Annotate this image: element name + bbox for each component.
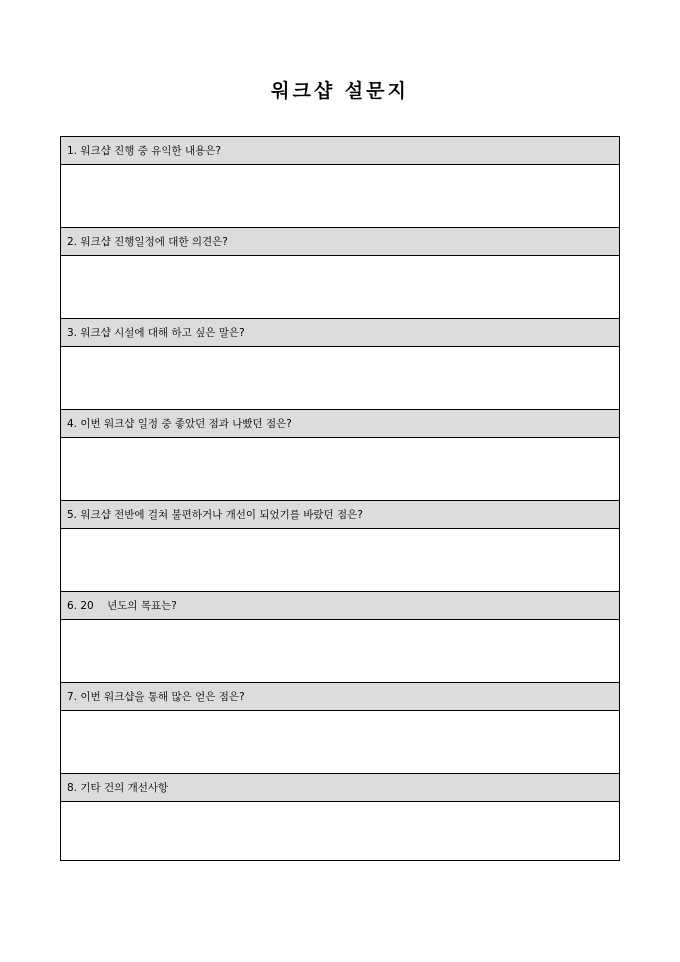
question-text: 이번 워크샵을 통해 많은 얻은 점은? xyxy=(80,691,245,703)
question-text: 20 년도의 목표는? xyxy=(80,600,177,612)
question-block-8 xyxy=(61,774,619,860)
question-number: 7. xyxy=(67,690,78,703)
answer-field-7[interactable] xyxy=(61,711,619,774)
question-number: 5. xyxy=(67,508,78,521)
answer-field-5[interactable] xyxy=(61,529,619,592)
question-block-1 xyxy=(61,137,619,228)
question-header-8 xyxy=(61,774,619,802)
question-number: 3. xyxy=(67,326,78,339)
question-header-4 xyxy=(61,410,619,438)
question-text: 이번 워크샵 일정 중 좋았던 점과 나빴던 점은? xyxy=(80,418,292,430)
answer-field-1[interactable] xyxy=(61,165,619,228)
question-number: 6. xyxy=(67,599,78,612)
question-text: 워크샵 시설에 대해 하고 싶은 말은? xyxy=(80,327,245,339)
question-number: 1. xyxy=(67,144,78,157)
answer-field-2[interactable] xyxy=(61,256,619,319)
question-number: 4. xyxy=(67,417,78,430)
question-text: 워크샵 진행 중 유익한 내용은? xyxy=(80,145,222,157)
question-text: 기타 건의 개선사항 xyxy=(80,782,169,794)
question-block-5 xyxy=(61,501,619,592)
question-header-5 xyxy=(61,501,619,529)
answer-field-6[interactable] xyxy=(61,620,619,683)
answer-field-4[interactable] xyxy=(61,438,619,501)
question-text: 워크샵 진행일정에 대한 의견은? xyxy=(80,236,228,248)
question-header-3 xyxy=(61,319,619,347)
question-header-2 xyxy=(61,228,619,256)
page-title: 워크샵 설문지 xyxy=(271,80,409,102)
question-header-7 xyxy=(61,683,619,711)
survey-table xyxy=(60,136,620,861)
question-header-6 xyxy=(61,592,619,620)
question-block-2 xyxy=(61,228,619,319)
answer-field-3[interactable] xyxy=(61,347,619,410)
question-block-6 xyxy=(61,592,619,683)
question-number: 8. xyxy=(67,781,78,794)
question-block-7 xyxy=(61,683,619,774)
question-block-3 xyxy=(61,319,619,410)
answer-field-8[interactable] xyxy=(61,802,619,860)
question-number: 2. xyxy=(67,235,78,248)
question-block-4 xyxy=(61,410,619,501)
question-text: 워크샵 전반에 걸쳐 불편하거나 개선이 되었기를 바랐던 점은? xyxy=(80,509,363,521)
question-header-1 xyxy=(61,137,619,165)
